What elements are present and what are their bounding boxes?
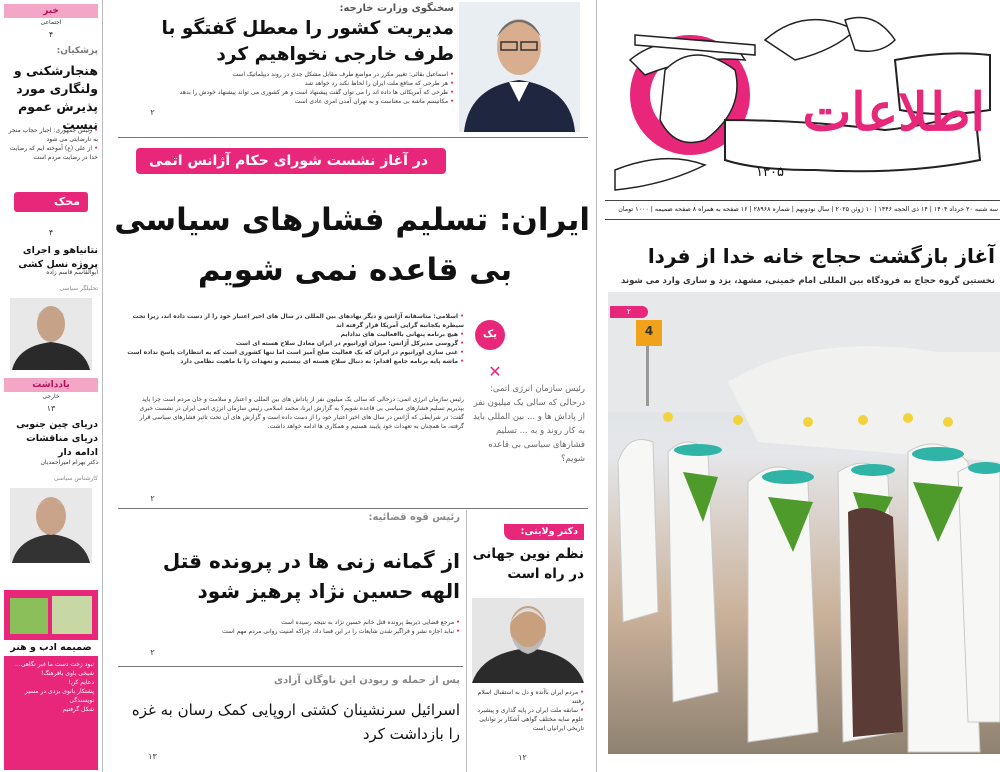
section-rule bbox=[118, 666, 463, 667]
left-item2-author: ابوالقاسم قاسم زاده bbox=[46, 269, 98, 276]
top-story-bullets bbox=[124, 70, 454, 106]
supplement-item: پشتکار بانوی بزدی در مسیر نویسندگی bbox=[24, 688, 94, 704]
velayati-photo bbox=[472, 598, 584, 683]
column-divider bbox=[102, 0, 103, 772]
left-expert-label: کارشناس سیاسی bbox=[53, 475, 98, 482]
masthead-title: اطلاعات bbox=[802, 82, 985, 143]
velayati-label: دکتر ولایتی: bbox=[504, 524, 584, 540]
supplement-item: شکل گرفتیم bbox=[62, 706, 94, 713]
main-headline-line2: بی قاعده نمی شویم bbox=[197, 252, 513, 288]
supplement-box bbox=[4, 590, 98, 770]
left-item1-bullets bbox=[4, 126, 98, 162]
velayati-ref: ۱۲ bbox=[518, 753, 527, 762]
top-story-kicker: سخنگوی وزارت خارجه: bbox=[339, 3, 454, 14]
supplement-item: نبود زخت دست ما غبر نگاهی... bbox=[15, 661, 94, 668]
memo-label: یادداشت bbox=[4, 378, 98, 392]
portrait-illustration bbox=[10, 488, 92, 563]
column-divider bbox=[466, 510, 467, 772]
bullet-item: • سابقه ملت ایران در پایه گذاری و پیشبرد علوم سایه مختلف گواهی آشکار بر توانایی تاریخی ایرانیان است bbox=[472, 706, 584, 733]
expert-photo bbox=[10, 488, 92, 563]
section-rule bbox=[118, 137, 588, 138]
velayati-bullets bbox=[472, 688, 584, 733]
flotilla-ref: ۱۳ bbox=[148, 752, 157, 761]
bullet-item: • گروسی مدیرکل آژانس: میزان اورانیوم در ایران معادل سلاح هسته ای است bbox=[124, 339, 464, 348]
judiciary-bullets bbox=[124, 618, 460, 636]
side-badge: یک bbox=[475, 320, 505, 350]
sign-number: 4 bbox=[644, 324, 654, 338]
memo-sub: خارجی bbox=[42, 393, 60, 400]
column-divider bbox=[596, 0, 597, 772]
lead-headline: آغاز بازگشت حجاج خانه خدا از فردا bbox=[647, 244, 995, 268]
supplement-item: دعایم کن! bbox=[68, 679, 94, 686]
dateline-rule bbox=[605, 219, 1000, 220]
flotilla-headline: اسرائیل سرنشینان کشتی اروپایی کمک رسان به غزه را بازداشت کرد bbox=[131, 701, 460, 743]
lead-page-ref: ۲ bbox=[610, 306, 648, 318]
bullet-item: • مرجع قضایی ذیربط پرونده قتل خانم حسین نژاد به نتیجه رسیده است bbox=[124, 618, 460, 627]
pilgrims-illustration bbox=[608, 292, 1000, 754]
left-item3-headline: دریای چین جنوبی دریای مناقشات ادامه دار bbox=[16, 419, 98, 458]
bullet-item: • اسلامی: متاسفانه آژانس و دیگر نهادهای بین المللی در سال های اخیر اعتبار خود را از دست داده اند، زیرا تحت سیطره یکجانبه گرایی آمریکا قرار گرفته اند bbox=[124, 312, 464, 330]
bullet-item: • مردم ایران باآنده و دل به استقبال اسلام رفتند bbox=[472, 688, 584, 706]
main-headline-line1: ایران: تسلیم فشارهای سیاسی bbox=[114, 202, 590, 238]
news-sub: اجتماعی bbox=[40, 19, 62, 26]
main-bullets bbox=[124, 312, 464, 366]
flotilla-kicker: پس از حمله و ربودن این ناوگان آزادی bbox=[273, 675, 460, 686]
masthead-since: ۱۳۰۵ bbox=[756, 165, 784, 180]
bullet-item: • ماشه پایه برنامه جامع اقدام: به دنبال سلاح هسته ای نیستیم و تعهدات را با ماهیت نظامی دارد bbox=[124, 357, 464, 366]
section-rule bbox=[118, 508, 588, 509]
spokesman-photo bbox=[459, 2, 580, 132]
supplement-item: شیخی باوی بافرهنگ! bbox=[40, 670, 94, 677]
left-ref-1: ۴ bbox=[48, 30, 54, 39]
left-item3-author: دکتر بهرام امیراحمدیان bbox=[40, 459, 98, 466]
left-analyst-label: تحلیلگر سیاسی bbox=[59, 285, 98, 292]
bullet-item: • اسماعیل بقائی: تغییر مکرر در مواضع طرف مقابل مشکل جدی در روند دیپلماتیک است bbox=[124, 70, 454, 79]
judiciary-ref: ۲ bbox=[150, 648, 155, 657]
portrait-illustration bbox=[459, 2, 580, 132]
dateline-rule bbox=[605, 200, 1000, 201]
lead-photo bbox=[608, 292, 1000, 754]
supplement-list bbox=[8, 660, 94, 714]
portrait-illustration bbox=[472, 598, 584, 683]
bullet-item: • غنی سازی اورانیوم در ایران که یک فعالیت صلح آمیز است اما تنها کشوری است که به انتظارات پاسخ نداده است bbox=[124, 348, 464, 357]
main-body: رئیس سازمان انرژی اتمی: درحالی که سالی یک میلیون نفر از پاداش های بین المللی و اعتبار و سلامت و جان مردم است چرا باید بپذیریم تسلیم فشارهای سیاسی بی قاعده شویم؟ به گزارش ایرنا، محمد اسلامی رئیس سازمان انرژی اتمی ایران در نشست خبری گفت: در شرایطی که آژانس در سال های اخیر اعتبار خود را از دست داده است و گزارش های آن تحت تاثیر فشارهای سیاسی قرار گرفته، ما همچنان به تعهدات خود پایبند هستیم و همکاری ها ادامه خواهد داشت. bbox=[139, 396, 464, 430]
side-text: رئیس سازمان انرژی اتمی: درحالی که سالی یک میلیون نفر از پاداش ها و ... بین المللی باید به کار روند و به ... تسلیم فشارهای سیاسی بی قاعده شویم؟ bbox=[473, 384, 585, 464]
judiciary-headline: از گمانه زنی ها در پرونده قتل الهه حسین نژاد پرهیز شود bbox=[162, 549, 460, 603]
top-story-headline: مدیریت کشور را معطل گفتگو با طرف خارجی نخواهیم کرد bbox=[161, 18, 454, 65]
left-item2-headline: نتانیاهو و اجرای پروژه نسل کشی bbox=[18, 245, 98, 270]
news-label: خبر bbox=[4, 4, 98, 18]
mahak-label: محک bbox=[14, 192, 88, 212]
bullet-item: • هیچ برنامه پنهانی باافعالیت های ندادایم bbox=[124, 330, 464, 339]
main-ref: ۲ bbox=[150, 494, 155, 503]
bullet-item: • هر طرحی که منافع ملت ایران را لحاظ نکند رد خواهد شد bbox=[124, 79, 454, 88]
judiciary-kicker: رئیس قوه قضائیه: bbox=[368, 512, 460, 523]
velayati-headline: نظم نوین جهانی در راه است bbox=[472, 546, 584, 582]
bullet-item: • رئیس جمهوری: اجبار حجاب منجر به نارضایتی می شود bbox=[4, 126, 98, 144]
dateline: سه شنبه ۲۰ خرداد ۱۴۰۴ | ۱۴ ذی الحجه ۱۴۴۶ | ۱۰ ژوئن ۲۰۲۵ | سال نودونهم | شماره ۲۸۹۶۸ | ۱۶ صفحه به همراه ۸ صفحه ضمیمه | ۱۰۰۰ تومان bbox=[618, 206, 998, 213]
supplement-thumb bbox=[10, 598, 48, 634]
bullet-item: • نباید اجازه نشر و فراگیر شدن شایعات را در این فضا داد، چراکه امنیت روانی مردم مهم است bbox=[124, 627, 460, 636]
lead-subhead: نخستین گروه حجاج به فرودگاه بین المللی امام خمینی، مشهد، یزد و ساری وارد می شوند bbox=[620, 276, 995, 286]
left-item1-headline: هنجارشکنی و ولنگاری مورد پذیرش عموم نیست bbox=[13, 63, 98, 132]
left-ref-2: ۴ bbox=[48, 228, 54, 237]
bullet-item: • طرحی که آمریکائی ها داده اند را می توان گفت پیشنهاد است و هر کشوری می تواند پیشنهاد خودش را بدهد bbox=[124, 88, 454, 97]
left-ref-3: ۱۳ bbox=[46, 404, 56, 413]
portrait-illustration bbox=[10, 298, 92, 370]
torch-icon: ✕ bbox=[488, 362, 502, 381]
supplement-label: ضمیمه ادب و هنر bbox=[4, 640, 98, 656]
bullet-item: • مکانیسم ماشه بی معناست و به تهران آمدن امری عادی است bbox=[124, 97, 454, 106]
analyst-photo bbox=[10, 298, 92, 370]
supplement-thumb bbox=[52, 596, 92, 634]
bullet-item: • از علی (ع) آموخته ایم که رضایت خدا در رضایت مردم است bbox=[4, 144, 98, 162]
main-banner: در آغاز نشست شورای حکام آژانس اتمی bbox=[136, 148, 446, 174]
left-item1-kicker: پزشکیان: bbox=[56, 46, 98, 56]
masthead bbox=[605, 0, 1000, 200]
top-story-ref: ۲ bbox=[150, 108, 155, 117]
